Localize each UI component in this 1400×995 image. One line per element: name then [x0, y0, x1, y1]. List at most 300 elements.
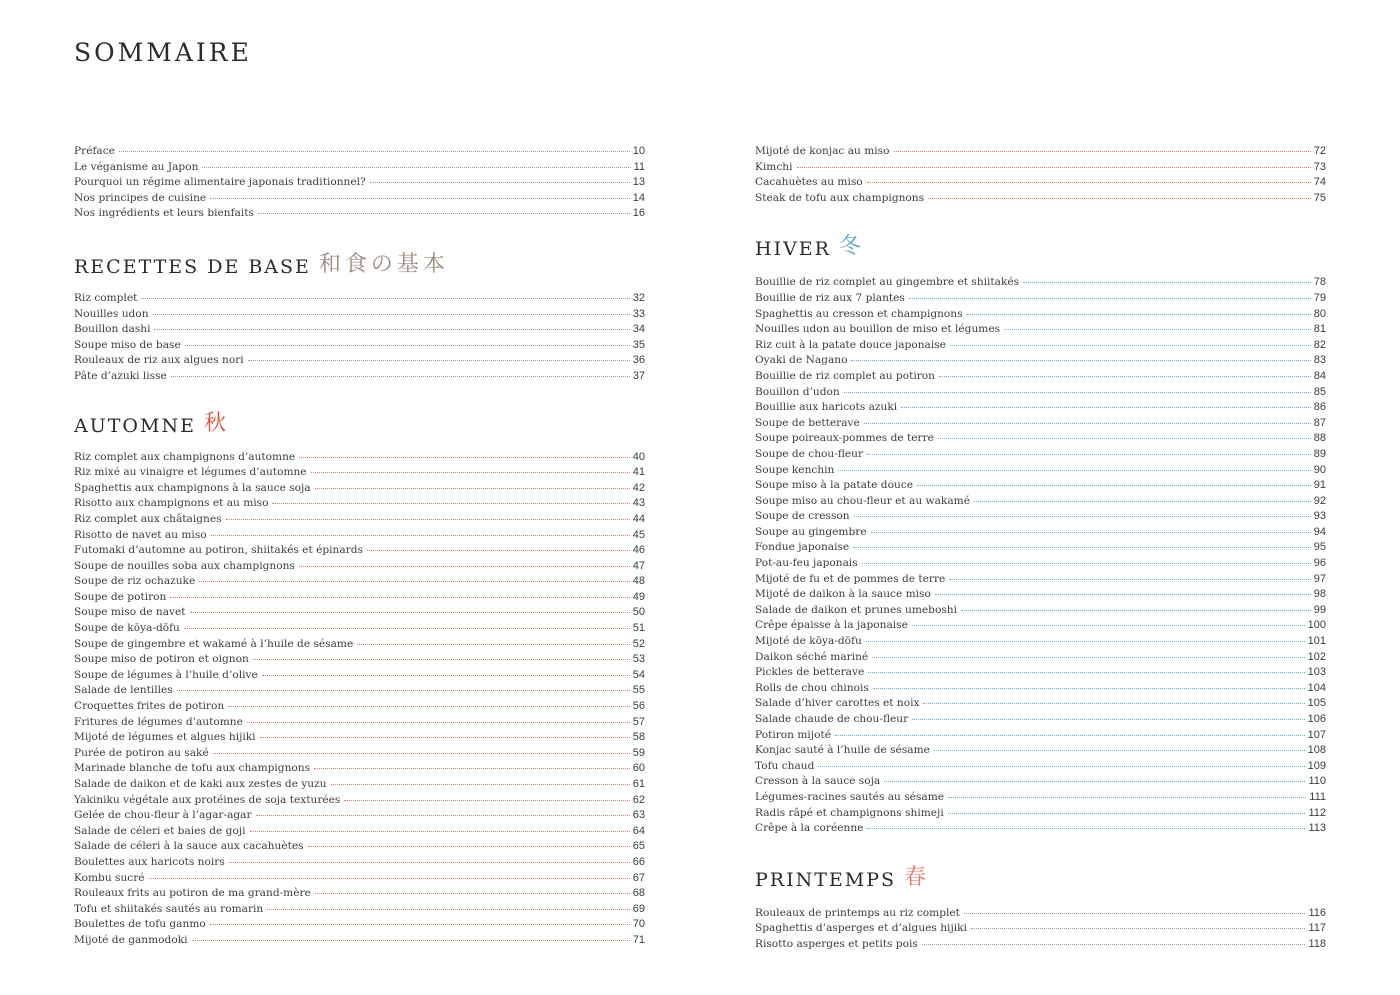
entry-title: Daikon séché mariné — [755, 650, 869, 663]
entry-title: Salade d’hiver carottes et noix — [755, 697, 920, 710]
intro-list — [74, 144, 645, 222]
dot-leader — [971, 928, 1306, 929]
entry-title: Gelée de chou-fleur à l’agar-agar — [74, 809, 252, 822]
toc-entry — [74, 559, 645, 575]
toc-entry — [755, 144, 1326, 160]
entry-title: Soupe de légumes à l’huile d’olive — [74, 668, 258, 681]
toc-left-column — [74, 144, 645, 949]
page-number: 89 — [1313, 447, 1326, 460]
toc-entry — [755, 509, 1326, 525]
page-number: 92 — [1313, 494, 1326, 507]
dot-leader — [884, 781, 1305, 782]
toc-entry — [74, 808, 645, 824]
entry-title: Tofu chaud — [755, 759, 815, 772]
page-number: 14 — [632, 191, 645, 204]
dot-leader — [949, 579, 1310, 580]
entry-title: Crêpe épaisse à la japonaise — [755, 619, 908, 632]
toc-entry — [755, 494, 1326, 510]
entry-title: Yakiniku végétale aux protéines de soja texturées — [74, 793, 341, 806]
page-number: 97 — [1313, 572, 1326, 585]
dot-leader — [838, 470, 1310, 471]
entry-title: Soupe de chou-fleur — [755, 447, 864, 460]
toc-entry — [74, 496, 645, 512]
entry-title: Nouilles udon au bouillon de miso et légumes — [755, 323, 1001, 336]
dot-leader — [964, 913, 1306, 914]
dot-leader — [250, 831, 630, 832]
dot-leader — [912, 625, 1305, 626]
entry-title: Tofu et shiitakés sautés au romarin — [74, 902, 264, 915]
dot-leader — [873, 688, 1305, 689]
page-number: 94 — [1313, 525, 1326, 538]
dot-leader — [871, 532, 1311, 533]
automne-kanji: 秋 — [203, 410, 230, 436]
toc-entry — [755, 307, 1326, 323]
toc-entry — [755, 937, 1326, 953]
entry-title: Riz complet aux châtaignes — [74, 512, 222, 525]
toc-entry — [74, 715, 645, 731]
page-number: 116 — [1308, 906, 1326, 919]
dot-leader — [901, 407, 1311, 408]
page-number: 100 — [1307, 619, 1326, 632]
page-number: 48 — [632, 575, 645, 588]
dot-leader — [854, 516, 1311, 517]
page-number: 102 — [1307, 650, 1326, 663]
dot-leader — [247, 722, 630, 723]
page-number: 63 — [632, 809, 645, 822]
toc-entry — [755, 806, 1326, 822]
dot-leader — [912, 719, 1304, 720]
page-number: 70 — [632, 918, 645, 931]
page-number: 78 — [1313, 276, 1326, 289]
dot-leader — [258, 213, 630, 214]
dot-leader — [864, 423, 1311, 424]
entry-title: Nos principes de cuisine — [74, 191, 207, 204]
dot-leader — [868, 672, 1304, 673]
toc-entry — [755, 556, 1326, 572]
dot-leader — [202, 167, 630, 168]
entry-title: Mijoté de daikon à la sauce miso — [755, 588, 931, 601]
page-number: 46 — [632, 544, 645, 557]
dot-leader — [867, 182, 1311, 183]
toc-entry — [755, 790, 1326, 806]
dot-leader — [1004, 329, 1311, 330]
dot-leader — [192, 940, 630, 941]
section-title-base: RECETTES DE BASE — [74, 255, 311, 278]
page-number: 45 — [632, 528, 645, 541]
toc-entry — [755, 712, 1326, 728]
dot-leader — [967, 314, 1311, 315]
base-list — [74, 291, 645, 385]
dot-leader — [344, 800, 629, 801]
toc-entry — [755, 650, 1326, 666]
page-number: 108 — [1307, 744, 1326, 757]
section-title-automne: AUTOMNE — [74, 414, 196, 437]
page-number: 35 — [632, 338, 645, 351]
page-number: 11 — [633, 160, 645, 173]
page-number: 79 — [1313, 291, 1326, 304]
toc-entry — [755, 353, 1326, 369]
toc-entry — [74, 699, 645, 715]
page-number: 105 — [1307, 697, 1326, 710]
dot-leader — [184, 628, 630, 629]
entry-title: Préface — [74, 145, 115, 157]
page-number: 66 — [632, 855, 645, 868]
page-number: 91 — [1313, 479, 1326, 492]
page-number: 75 — [1313, 191, 1326, 204]
entry-title: Rouleaux de riz aux algues nori — [74, 354, 244, 367]
page-number: 60 — [632, 762, 645, 775]
page-number: 112 — [1308, 806, 1326, 819]
entry-title: Soupe miso au chou-fleur et au wakamé — [755, 494, 970, 507]
entry-title: Soupe miso de navet — [74, 606, 186, 619]
toc-entry — [755, 160, 1326, 176]
dot-leader — [311, 472, 630, 473]
page-number: 84 — [1313, 369, 1326, 382]
page-number: 42 — [632, 481, 645, 494]
page-number: 104 — [1307, 681, 1326, 694]
dot-leader — [170, 597, 629, 598]
toc-entry — [74, 886, 645, 902]
page-number: 87 — [1313, 416, 1326, 429]
page-number: 106 — [1307, 713, 1326, 725]
entry-title: Soupe de gingembre et wakamé à l’huile de sésame — [74, 637, 354, 650]
dot-leader — [862, 563, 1311, 564]
entry-title: Radis râpé et champignons shimeji — [755, 806, 944, 819]
dot-leader — [853, 547, 1311, 548]
toc-entry — [74, 322, 645, 338]
page-number: 37 — [632, 369, 645, 382]
entry-title: Salade de céleri à la sauce aux cacahuètes — [74, 840, 304, 853]
entry-title: Kombu sucré — [74, 871, 145, 884]
dot-leader — [974, 501, 1311, 502]
page-number: 118 — [1308, 937, 1326, 950]
page-number: 96 — [1313, 557, 1326, 570]
page-number: 68 — [632, 887, 645, 900]
toc-entry — [755, 385, 1326, 401]
toc-entry — [755, 743, 1326, 759]
page-number: 110 — [1308, 775, 1326, 788]
page-number: 54 — [632, 668, 645, 681]
toc-entry — [74, 917, 645, 933]
toc-entry — [74, 605, 645, 621]
page-number: 103 — [1307, 666, 1326, 679]
toc-entry — [74, 761, 645, 777]
section-heading-base — [74, 248, 645, 278]
toc-entry — [755, 540, 1326, 556]
entry-title: Spaghettis d’asperges et d’algues hijiki — [755, 922, 967, 935]
dot-leader — [851, 360, 1310, 361]
page-number: 58 — [632, 731, 645, 744]
page-number: 43 — [632, 497, 645, 510]
entry-title: Croquettes frites de potiron — [74, 700, 225, 713]
page-number: 82 — [1313, 338, 1326, 351]
section-heading-hiver — [755, 230, 1326, 260]
entry-title: Potiron mijoté — [755, 728, 831, 741]
page-number: 85 — [1313, 385, 1326, 398]
toc-entry — [755, 322, 1326, 338]
toc-entry — [74, 824, 645, 840]
entry-title: Crêpe à la coréenne — [755, 822, 864, 835]
page-number: 49 — [632, 590, 645, 603]
entry-title: Boulettes aux haricots noirs — [74, 855, 225, 868]
page-number: 61 — [632, 778, 645, 790]
entry-title: Konjac sauté à l’huile de sésame — [755, 744, 930, 757]
entry-title: Spaghettis aux champignons à la sauce soja — [74, 481, 311, 494]
dot-leader — [228, 706, 630, 707]
toc-entry — [74, 450, 645, 466]
page-title: SOMMAIRE — [74, 38, 252, 67]
toc-entry — [74, 637, 645, 653]
toc-entry — [74, 683, 645, 699]
toc-entry — [74, 574, 645, 590]
toc-entry — [755, 728, 1326, 744]
page-number: 65 — [632, 840, 645, 853]
toc-entry — [755, 431, 1326, 447]
toc-entry — [755, 400, 1326, 416]
page-number: 10 — [632, 145, 645, 157]
entry-title: Légumes-racines sautés au sésame — [755, 790, 945, 803]
page-number: 13 — [632, 176, 645, 189]
page-number: 81 — [1313, 323, 1326, 336]
entry-title: Bouillon d’udon — [755, 385, 840, 398]
printemps-kanji: 春 — [904, 864, 931, 890]
page-number: 53 — [632, 653, 645, 666]
dot-leader — [909, 298, 1311, 299]
toc-entry — [755, 681, 1326, 697]
toc-entry — [755, 906, 1326, 922]
toc-entry — [74, 353, 645, 369]
entry-title: Riz complet — [74, 291, 138, 304]
toc-entry — [74, 777, 645, 793]
toc-entry — [74, 175, 645, 191]
page-number: 90 — [1313, 463, 1326, 476]
page-number: 52 — [632, 637, 645, 650]
section-title-hiver: HIVER — [755, 238, 831, 261]
entry-title: Soupe de kōya-dōfu — [74, 622, 180, 635]
toc-entry — [74, 871, 645, 887]
entry-title: Rouleaux frits au potiron de ma grand-mère — [74, 887, 311, 900]
dot-leader — [939, 376, 1311, 377]
dot-leader — [262, 675, 630, 676]
toc-entry — [74, 730, 645, 746]
toc-entry — [74, 839, 645, 855]
entry-title: Mijoté de kōya-dōfu — [755, 635, 862, 648]
entry-title: Mijoté de fu et de pommes de terre — [755, 572, 946, 585]
dot-leader — [1023, 282, 1311, 283]
dot-leader — [199, 581, 630, 582]
entry-title: Risotto asperges et petits pois — [755, 937, 918, 950]
section-heading-automne — [74, 407, 645, 437]
dot-leader — [253, 659, 630, 660]
dot-leader — [315, 488, 630, 489]
entry-title: Cresson à la sauce soja — [755, 775, 881, 788]
page-number: 56 — [632, 700, 645, 713]
entry-title: Fondue japonaise — [755, 541, 850, 554]
page-number: 44 — [632, 512, 645, 525]
entry-title: Kimchi — [755, 160, 793, 173]
dot-leader — [299, 457, 630, 458]
entry-title: Fritures de légumes d’automne — [74, 715, 243, 728]
entry-title: Salade de daikon et prunes umeboshi — [755, 603, 957, 616]
toc-entry — [74, 652, 645, 668]
dot-leader — [866, 641, 1305, 642]
entry-title: Boulettes de tofu ganmo — [74, 918, 206, 931]
page-number: 111 — [1309, 790, 1326, 803]
entry-title: Le véganisme au Japon — [74, 160, 199, 173]
toc-entry — [755, 572, 1326, 588]
dot-leader — [154, 329, 629, 330]
dot-leader — [935, 594, 1311, 595]
hiver-list — [755, 275, 1326, 836]
toc-entry — [755, 587, 1326, 603]
dot-leader — [226, 519, 630, 520]
entry-title: Riz complet aux champignons d’automne — [74, 450, 296, 463]
page-number: 50 — [632, 606, 645, 619]
entry-title: Rouleaux de printemps au riz complet — [755, 906, 960, 919]
page-number: 98 — [1313, 588, 1326, 601]
entry-title: Soupe de riz ochazuke — [74, 575, 196, 588]
section-title-printemps: PRINTEMPS — [755, 868, 897, 891]
page-number: 93 — [1313, 510, 1326, 523]
toc-entry — [755, 525, 1326, 541]
dot-leader — [367, 550, 630, 551]
entry-title: Mijoté de ganmodoki — [74, 933, 188, 946]
entry-title: Nos ingrédients et leurs bienfaits — [74, 207, 254, 220]
dot-leader — [835, 735, 1305, 736]
automne-list-right — [755, 144, 1326, 206]
entry-title: Risotto de navet au miso — [74, 528, 207, 541]
section-heading-printemps — [755, 861, 1326, 891]
entry-title: Salade de lentilles — [74, 684, 173, 697]
toc-entry — [755, 921, 1326, 937]
dot-leader — [299, 566, 630, 567]
page-number: 55 — [632, 684, 645, 697]
page-number: 99 — [1313, 603, 1326, 616]
toc-entry — [74, 465, 645, 481]
toc-entry — [74, 543, 645, 559]
toc-entry — [755, 275, 1326, 291]
entry-title: Riz cuit à la patate douce japonaise — [755, 338, 946, 351]
entry-title: Rolls de chou chinois — [755, 681, 869, 694]
toc-entry — [74, 855, 645, 871]
dot-leader — [948, 797, 1306, 798]
entry-title: Bouillon dashi — [74, 323, 151, 336]
dot-leader — [210, 924, 630, 925]
page-number: 33 — [632, 307, 645, 320]
toc-entry — [74, 369, 645, 385]
dot-leader — [141, 298, 629, 299]
toc-entry — [755, 774, 1326, 790]
page-number: 67 — [632, 871, 645, 884]
dot-leader — [149, 878, 630, 879]
page-number: 59 — [632, 746, 645, 759]
toc-entry — [74, 512, 645, 528]
entry-title: Pickles de betterave — [755, 666, 865, 679]
entry-title: Salade de daikon et de kaki aux zestes de yuzu — [74, 778, 327, 790]
toc-right-column — [755, 144, 1326, 953]
page-number: 57 — [632, 715, 645, 728]
page-number: 88 — [1313, 432, 1326, 445]
printemps-list — [755, 906, 1326, 953]
page-number: 80 — [1313, 307, 1326, 320]
toc-entry — [755, 338, 1326, 354]
dot-leader — [308, 846, 630, 847]
entry-title: Salade de céleri et baies de goji — [74, 824, 246, 837]
toc-entry — [755, 175, 1326, 191]
toc-entry — [755, 447, 1326, 463]
page-number: 62 — [632, 793, 645, 806]
dot-leader — [934, 750, 1305, 751]
toc-entry — [755, 821, 1326, 837]
toc-entry — [755, 759, 1326, 775]
entry-title: Purée de potiron au saké — [74, 746, 209, 759]
dot-leader — [928, 198, 1311, 199]
toc-entry — [755, 634, 1326, 650]
toc-entry — [74, 528, 645, 544]
entry-title: Cacahuètes au miso — [755, 176, 863, 189]
toc-entry — [74, 206, 645, 222]
dot-leader — [229, 862, 630, 863]
entry-title: Pot-au-feu japonais — [755, 557, 858, 570]
entry-title: Marinade blanche de tofu aux champignons — [74, 762, 311, 775]
toc-entry — [74, 590, 645, 606]
toc-entry — [755, 603, 1326, 619]
page-number: 95 — [1313, 541, 1326, 554]
entry-title: Futomaki d’automne au potiron, shiitakés et épinards — [74, 544, 363, 557]
entry-title: Mijoté de konjac au miso — [755, 145, 890, 157]
page-number: 41 — [632, 466, 645, 479]
page-number: 73 — [1313, 160, 1326, 173]
page-number: 51 — [632, 622, 645, 635]
dot-leader — [119, 151, 630, 152]
toc-entry — [74, 160, 645, 176]
dot-leader — [260, 737, 630, 738]
dot-leader — [331, 784, 630, 785]
dot-leader — [370, 182, 630, 183]
dot-leader — [948, 813, 1306, 814]
toc-entry — [74, 746, 645, 762]
page-number: 86 — [1313, 401, 1326, 414]
dot-leader — [872, 657, 1304, 658]
dot-leader — [256, 815, 630, 816]
toc-entry — [74, 793, 645, 809]
toc-entry — [74, 933, 645, 949]
dot-leader — [923, 703, 1304, 704]
entry-title: Oyaki de Nagano — [755, 354, 848, 367]
dot-leader — [211, 535, 630, 536]
dot-leader — [797, 167, 1311, 168]
dot-leader — [267, 909, 630, 910]
page-number: 71 — [632, 933, 645, 946]
page-number: 40 — [632, 450, 645, 463]
toc-entry — [74, 191, 645, 207]
page-number: 16 — [632, 207, 645, 220]
entry-title: Soupe de potiron — [74, 590, 167, 603]
page-number: 113 — [1308, 822, 1326, 835]
dot-leader — [272, 503, 629, 504]
toc-entry — [755, 696, 1326, 712]
toc-entry — [74, 144, 645, 160]
toc-entry — [755, 665, 1326, 681]
hiver-kanji: 冬 — [838, 234, 865, 260]
entry-title: Pourquoi un régime alimentaire japonais traditionnel? — [74, 176, 366, 189]
dot-leader — [357, 644, 630, 645]
dot-leader — [867, 828, 1305, 829]
entry-title: Steak de tofu aux champignons — [755, 191, 925, 204]
page-number: 34 — [632, 323, 645, 336]
dot-leader — [867, 454, 1311, 455]
dot-leader — [213, 753, 630, 754]
